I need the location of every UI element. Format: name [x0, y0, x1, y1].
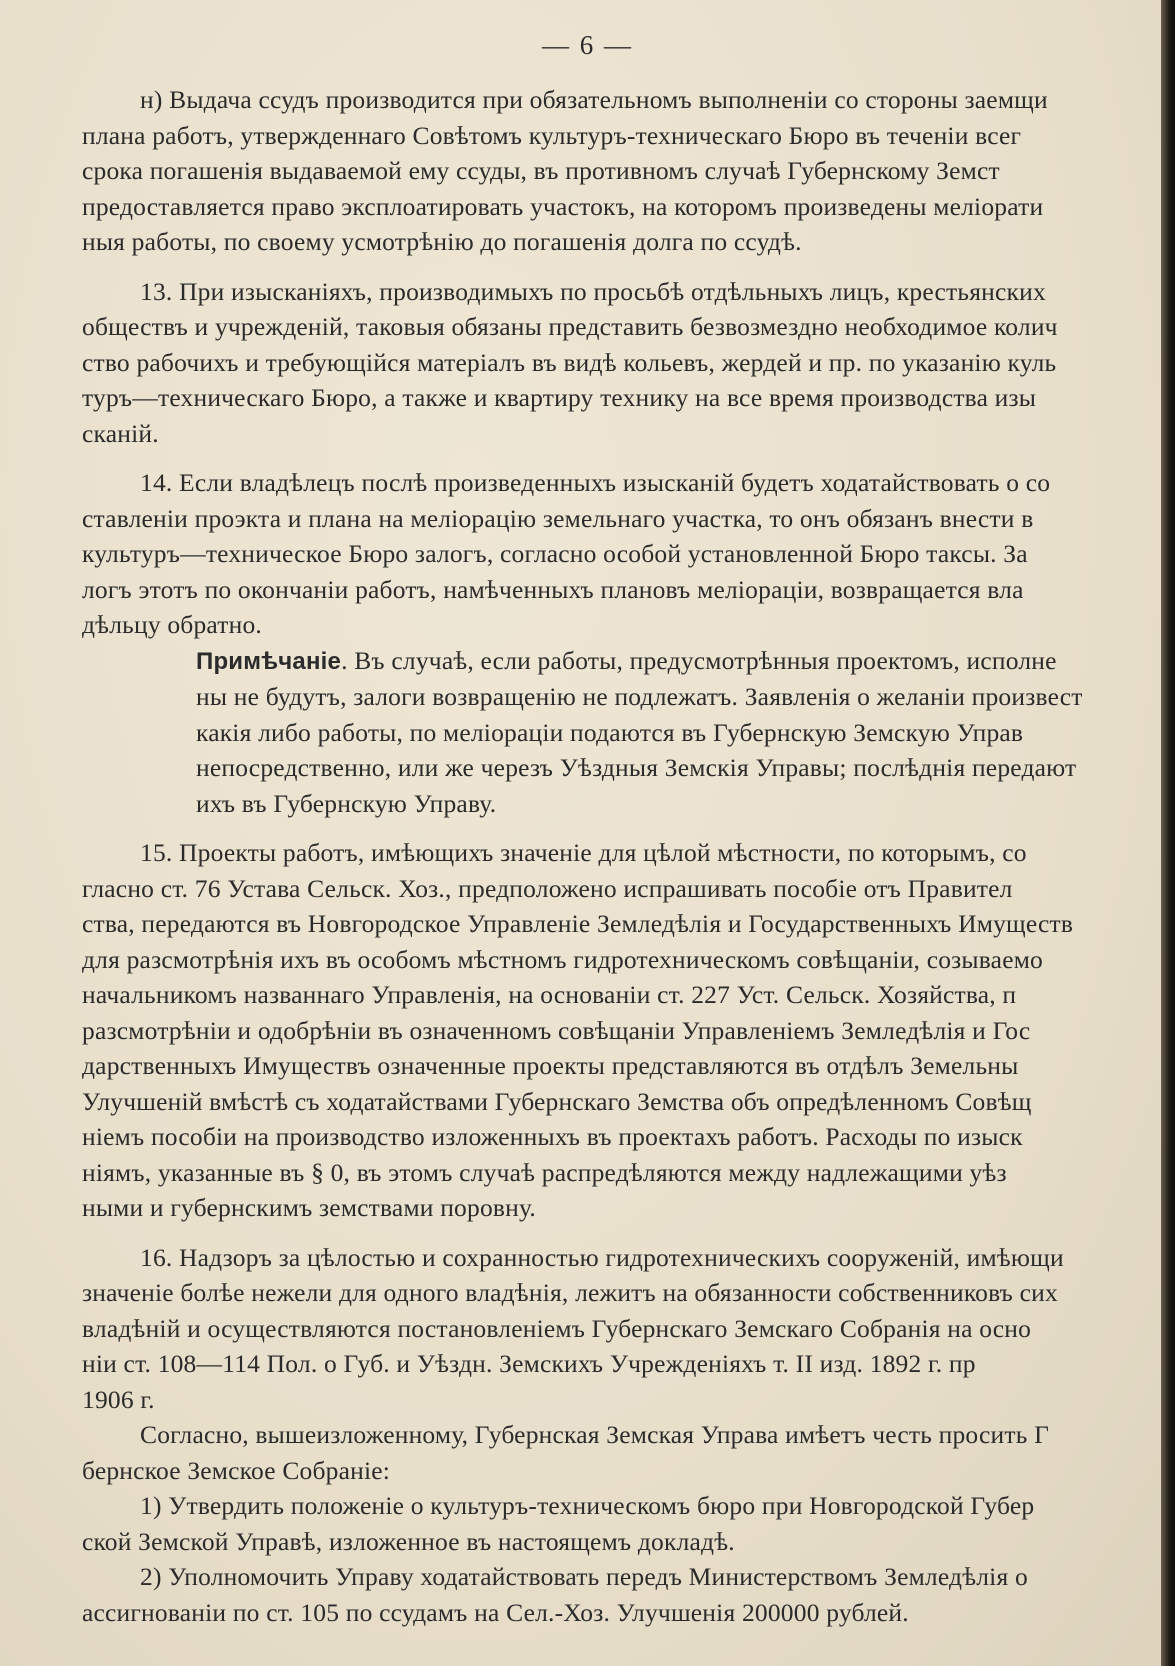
resolution-item-2: 2) Уполномочить Управу ходатайствовать передъ Министерствомъ Земледѣлія о ассигнованіи по ст. 105 по ссудамъ на Сел.-Хоз. Улучшенія 200000 рублей. — [82, 1562, 1028, 1627]
resolution-intro: Согласно, вышеизложенному, Губернская Земская Управа имѣетъ честь просить Г бернское Земское Собраніе: — [82, 1420, 1050, 1485]
paragraph-15: 15. Проекты работъ, имѣющихъ значеніе для цѣлой мѣстности, по которымъ, со гласно ст. 76 Устава Сельск. Хоз., предположено испрашивать пособіе отъ Правител ства, передаются въ Новгородское Управленіе Земледѣлія и Государственныхъ Имуществ для разсмотрѣнія ихъ въ особомъ мѣстномъ гидротехническомъ совѣщаніи, созываемо начальникомъ названнаго Управленія, на основаніи ст. 227 Уст. Сельск. Хозяйства, п разсмотрѣніи и одобрѣніи въ означенномъ совѣщаніи Управленіемъ Земледѣлія и Гос дарственныхъ Имуществъ означенные проекты представляются въ отдѣлъ Земельны Улучшеній вмѣстѣ съ ходатайствами Губернскаго Земства объ опредѣленномъ Совѣщ ніемъ пособіи на производство изложенныхъ въ проектахъ работъ. Расходы по изыск ніямъ, указанные въ § 0, въ этомъ случаѣ распредѣляются между надлежащими уѣз ными и губернскимъ земствами поровну. — [82, 838, 1074, 1222]
paragraph-13: 13. При изысканіяхъ, производимыхъ по просьбѣ отдѣльныхъ лицъ, крестьянских обществъ и учрежденій, таковыя обязаны представить безвозмездно необходимое колич ство рабочихъ и требующійся матеріалъ въ видѣ кольевъ, жердей и пр. по указанію куль туръ—техническаго Бюро, а также и квартиру технику на все время производства изы сканій. — [82, 276, 1058, 448]
document-body — [82, 82, 1162, 1642]
paragraph-14: 14. Если владѣлецъ послѣ произведенныхъ изысканій будетъ ходатайствовать о со ставленіи проэкта и плана на меліорацію земельнаго участка, то онъ обязанъ внести в культуръ—техническое Бюро залогъ, согласно особой установленной Бюро таксы. За логъ этотъ по окончаніи работъ, намѣченныхъ плановъ меліораціи, возвращается вла дѣльцу обратно. — [82, 468, 1051, 639]
paragraph-n: н) Выдача ссудъ производится при обязательномъ выполненіи со стороны заемщи плана работъ, утвержденнаго Совѣтомъ культуръ-техническаго Бюро въ теченіи всег срока погашенія выдаваемой ему ссуды, въ противномъ случаѣ Губернскому Земст предоставляется право эксплоатировать участокъ, на которомъ произведены мелioрати ныя работы, по своему усмотрѣнію до погашенія долга по ссудѣ. — [82, 85, 1048, 256]
note-label: Примѣчаніе — [196, 647, 342, 675]
book-spine-shadow — [1161, 0, 1175, 1666]
note-text: . Въ случаѣ, если работы, предусмотрѣнныя проектомъ, исполне ны не будутъ, залоги возвращенію не подлежатъ. Заявленія о желаніи произвест какія либо работы, по меліораціи подаются въ Губернскую Земскую Управ непосредственно, или же черезъ Уѣздныя Земскія Управы; послѣднія передают ихъ въ Губернскую Управу. — [196, 645, 1083, 818]
paragraph-16: 16. Надзоръ за цѣлостью и сохранностью гидротехническихъ сооруженій, имѣющи значеніе болѣе нежели для одного владѣнія, лежитъ на обязанности собственниковъ сих владѣній и осуществляются постановленіемъ Губернскаго Земскаго Собранія на осно ніи ст. 108—114 Пол. о Губ. и Уѣздн. Земскихъ Учрежденіяхъ т. II изд. 1892 г. пр 1906 г. — [82, 1242, 1064, 1414]
page-number: — 6 — — [542, 30, 633, 60]
resolution-item-1: 1) Утвердить положеніе о культуръ-техническомъ бюро при Новгородской Губер ской Земской Управѣ, изложенное въ настоящемъ докладѣ. — [82, 1491, 1035, 1556]
note-paragraph — [82, 643, 1162, 822]
